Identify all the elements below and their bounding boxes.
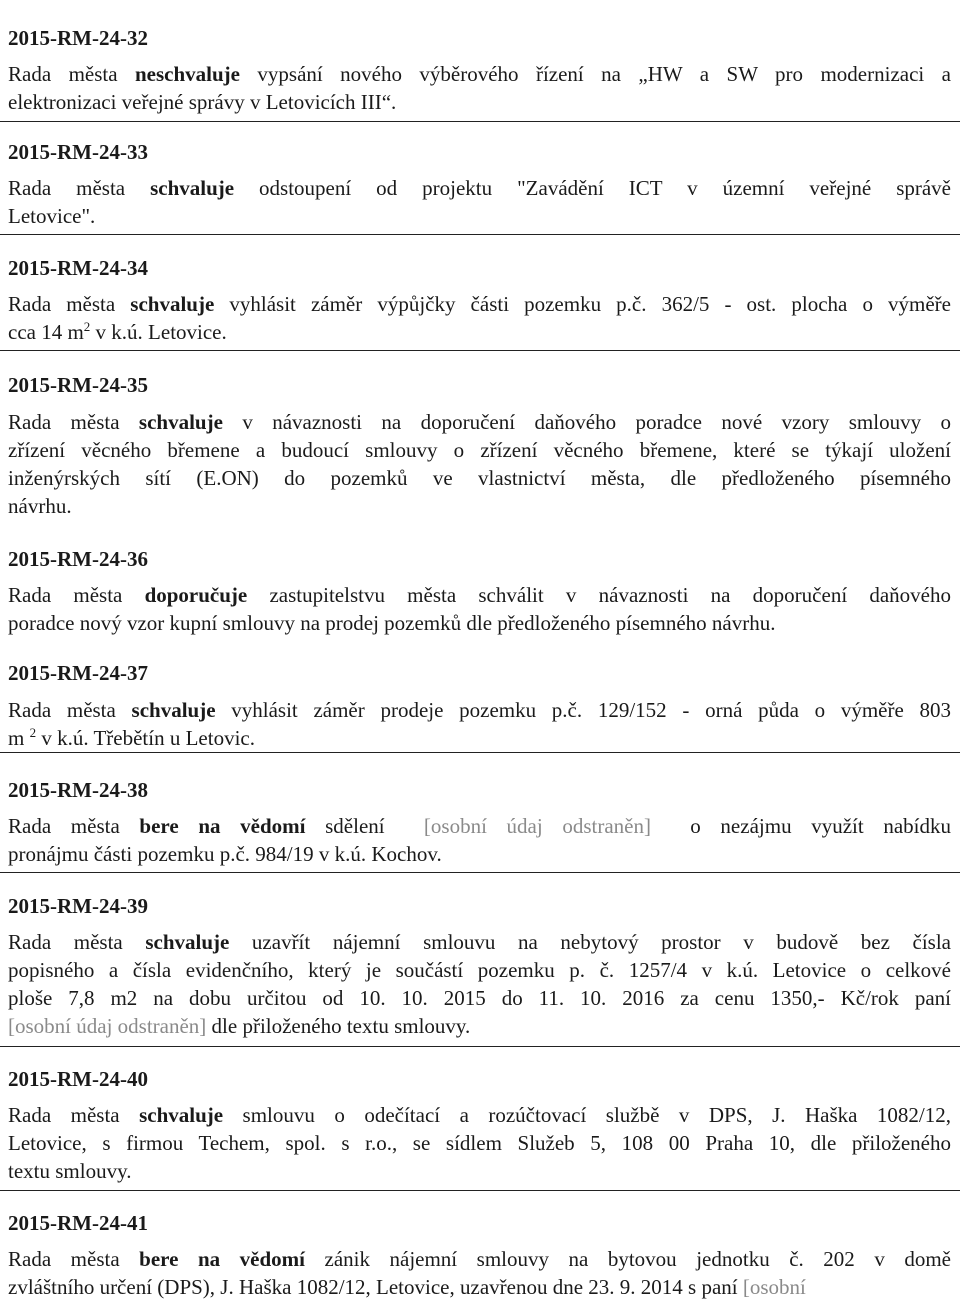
resolution-number: 2015-RM-24-38: [8, 778, 148, 802]
text-run: návrhu.: [8, 494, 72, 518]
superscript: 2: [83, 319, 91, 334]
text-run: uzavřít nájemní smlouvu na nebytový prostor v budově bez čísla: [229, 930, 951, 954]
section-divider: [0, 350, 960, 351]
text-line: [8, 840, 951, 868]
text-run: popisného a čísla evidenčního, který je součástí pozemku p. č. 1257/4 v k.ú. Letovice o celkové: [8, 958, 951, 982]
text-run: pronájmu části pozemku p.č. 984/19 v k.ú. Kochov.: [8, 842, 442, 866]
section-divider: [0, 121, 960, 122]
text-line: [8, 812, 951, 840]
section-divider: [0, 234, 960, 235]
decision-verb: bere na vědomí: [139, 1247, 305, 1271]
text-run: Rada města: [8, 176, 151, 200]
resolution-number: 2015-RM-24-39: [8, 894, 148, 918]
text-run: v k.ú. Letovice.: [90, 320, 227, 344]
section-divider: [0, 752, 960, 753]
text-line: [8, 696, 951, 724]
resolution-text: [8, 581, 951, 637]
resolution-text: [8, 174, 951, 230]
text-run: Rada města: [8, 583, 145, 607]
resolution-text: [8, 928, 951, 1040]
text-line: [8, 581, 951, 609]
resolution-number: 2015-RM-24-41: [8, 1211, 148, 1235]
text-run: smlouvu o odečítací a rozúčtovací službě v DPS, J. Haška 1082/12,: [223, 1103, 952, 1127]
text-run: Rada města: [8, 62, 135, 86]
text-line: [8, 1157, 951, 1185]
text-run: dle přiloženého textu smlouvy.: [206, 1014, 471, 1038]
resolution-text: [8, 1245, 951, 1301]
text-line: [8, 1245, 951, 1273]
text-line: [8, 956, 951, 984]
text-run: poradce nový vzor kupní smlouvy na prodej pozemků dle předloženého písemného návrhu.: [8, 611, 776, 635]
text-line: [8, 318, 951, 346]
resolution-text: [8, 1101, 951, 1185]
text-run: zastupitelstvu města schválit v návaznosti na doporučení daňového: [247, 583, 952, 607]
text-line: [8, 609, 951, 637]
text-line: [8, 290, 951, 318]
text-run: vyhlásit záměr prodeje pozemku p.č. 129/152 - orná půda o výměře 803: [215, 698, 951, 722]
text-run: vyhlásit záměr výpůjčky části pozemku p.č. 362/5 - ost. plocha o výměře: [214, 292, 951, 316]
text-run: Rada města: [8, 698, 132, 722]
text-line: [8, 464, 951, 492]
text-run: vypsání nového výběrového řízení na „HW a SW pro modernizaci a: [239, 62, 951, 86]
decision-verb: schvaluje: [131, 698, 216, 722]
decision-verb: doporučuje: [144, 583, 248, 607]
resolution-number: 2015-RM-24-34: [8, 256, 148, 280]
text-line: [8, 60, 951, 88]
text-run: zánik nájemní smlouvy na bytovou jednotku č. 202 v domě: [304, 1247, 951, 1271]
decision-verb: neschvaluje: [134, 62, 240, 86]
redacted-personal-data: [osobní údaj odstraněn]: [423, 814, 651, 838]
decision-verb: schvaluje: [139, 1103, 224, 1127]
text-line: [8, 984, 951, 1012]
resolution-text: [8, 290, 951, 346]
text-line: [8, 928, 951, 956]
text-line: [8, 202, 951, 230]
text-run: zřízení věcného břemene a budoucí smlouvy o zřízení věcného břemene, které se týkají uložení: [8, 438, 951, 462]
text-run: Rada města: [8, 292, 131, 316]
text-run: sdělení: [305, 814, 424, 838]
text-line: [8, 1101, 951, 1129]
text-run: odstoupení od projektu "Zavádění ICT v územní veřejné správě: [234, 176, 951, 200]
text-line: [8, 1273, 951, 1301]
resolution-number: 2015-RM-24-37: [8, 661, 148, 685]
section-divider: [0, 1190, 960, 1191]
text-run: Rada města: [8, 1103, 140, 1127]
decision-verb: schvaluje: [130, 292, 215, 316]
decision-verb: schvaluje: [150, 176, 235, 200]
text-run: m: [8, 726, 30, 750]
decision-verb: schvaluje: [138, 410, 223, 434]
resolution-number: 2015-RM-24-40: [8, 1067, 148, 1091]
section-divider: [0, 872, 960, 873]
text-run: v k.ú. Třebětín u Letovic.: [36, 726, 255, 750]
text-run: v návaznosti na doporučení daňového poradce nové vzory smlouvy o: [222, 410, 951, 434]
text-line: [8, 1129, 951, 1157]
resolution-number: 2015-RM-24-32: [8, 26, 148, 50]
text-line: [8, 88, 951, 116]
redacted-personal-data: [osobní: [742, 1275, 806, 1299]
decision-verb: bere na vědomí: [139, 814, 306, 838]
resolution-number: 2015-RM-24-33: [8, 140, 148, 164]
resolution-number: 2015-RM-24-35: [8, 373, 148, 397]
text-run: cca 14 m: [8, 320, 84, 344]
text-run: Rada města: [8, 1247, 140, 1271]
text-run: textu smlouvy.: [8, 1159, 132, 1183]
text-line: [8, 174, 951, 202]
text-run: zvláštního určení (DPS), J. Haška 1082/12, Letovice, uzavřenou dne 23. 9. 2014 s paní: [8, 1275, 743, 1299]
text-run: o nezájmu využít nabídku: [651, 814, 952, 838]
text-run: Rada města: [8, 410, 139, 434]
text-run: ploše 7,8 m2 na dobu určitou od 10. 10. 2015 do 11. 10. 2016 za cenu 1350,- Kč/rok paní: [8, 986, 951, 1010]
text-line: [8, 436, 951, 464]
text-line: [8, 1012, 951, 1040]
decision-verb: schvaluje: [145, 930, 230, 954]
text-line: [8, 492, 951, 520]
text-run: Letovice".: [8, 204, 96, 228]
superscript: 2: [29, 725, 37, 740]
text-line: [8, 408, 951, 436]
resolution-text: [8, 696, 951, 752]
text-run: inženýrských sítí (E.ON) do pozemků ve vlastnictví města, dle předloženého písemného: [8, 466, 951, 490]
resolution-number: 2015-RM-24-36: [8, 547, 148, 571]
resolution-text: [8, 812, 951, 868]
section-divider: [0, 1046, 960, 1047]
text-run: Rada města: [8, 814, 140, 838]
text-line: [8, 724, 951, 752]
redacted-personal-data: [osobní údaj odstraněn]: [8, 1014, 207, 1038]
resolution-text: [8, 60, 951, 116]
text-run: Rada města: [8, 930, 146, 954]
text-run: Letovice, s firmou Techem, spol. s r.o., se sídlem Služeb 5, 108 00 Praha 10, dle přiloženého: [8, 1131, 951, 1155]
text-run: elektronizaci veřejné správy v Letovicích III“.: [8, 90, 397, 114]
resolution-text: [8, 408, 951, 520]
